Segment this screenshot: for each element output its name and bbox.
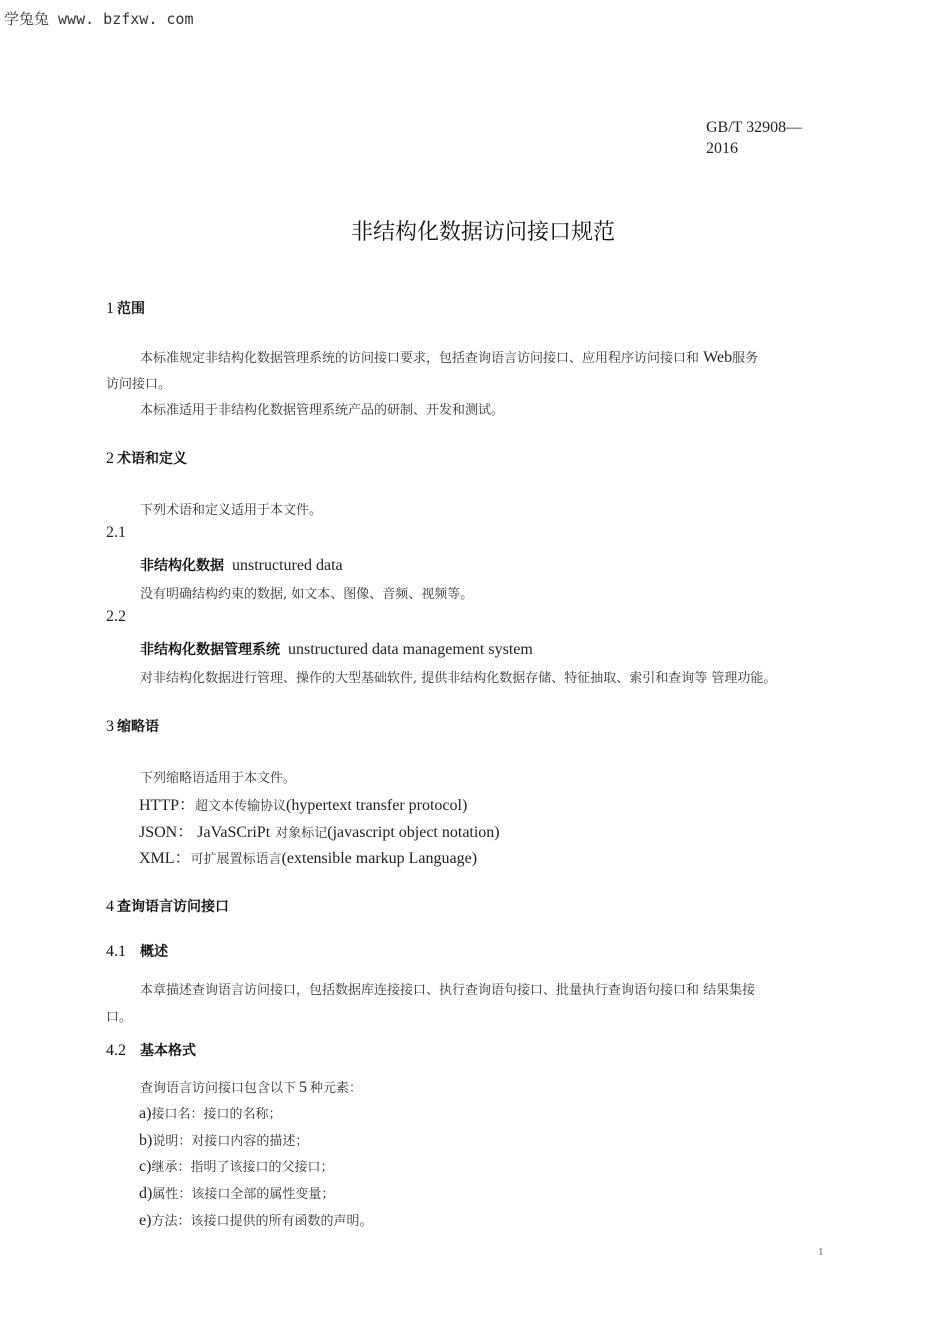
list-text: 继承：指明了该接口的父接口； [151, 1160, 334, 1175]
section-number: 1 [106, 300, 114, 317]
abbrev: JSON： JaVaSCriPt [139, 824, 271, 841]
list-text: 方法：该接口提供的所有函数的声明。 [151, 1214, 373, 1229]
section-4-1-heading [106, 941, 168, 961]
term-cn: 非结构化数据管理系统 [140, 642, 280, 658]
term-entry [140, 555, 343, 575]
list-text: 属性：该接口全部的属性变量； [152, 1187, 335, 1202]
section-title: 基本格式 [140, 1043, 196, 1059]
section-2-heading [106, 448, 187, 468]
scope-paragraph-2: 本标准适用于非结构化数据管理系统产品的研制、开发和测试。 [140, 403, 505, 418]
list-item [139, 1156, 333, 1176]
term-en: unstructured data [232, 557, 343, 574]
term-entry [140, 639, 533, 659]
list-text: 说明：对接口内容的描述； [152, 1134, 309, 1149]
section-number: 3 [106, 718, 114, 735]
abbrev-en: (hypertext transfer protocol) [286, 797, 468, 814]
standard-number: GB/T 32908—2016 [706, 119, 803, 157]
section-3-heading [106, 716, 159, 736]
list-letter: a) [139, 1105, 152, 1122]
abbrev-item [139, 845, 477, 868]
section-number: 4.1 [106, 943, 126, 960]
list-item [139, 1183, 334, 1203]
section-title: 概述 [140, 944, 168, 960]
abbrev: XML： [139, 850, 191, 867]
term-definition: 没有明确结构约束的数据, 如文本、图像、音频、视频等。 [140, 587, 474, 602]
watermark: 学兔兔 www. bzfxw. com [4, 10, 194, 28]
section-4-heading [106, 896, 229, 916]
scope-paragraph-1 [140, 347, 758, 367]
section-title: 术语和定义 [117, 451, 187, 467]
list-letter: b) [139, 1132, 153, 1149]
overview-paragraph-cont: 口。 [106, 1010, 133, 1025]
term-en: unstructured data management system [288, 641, 533, 658]
term-definition: 对非结构化数据进行管理、操作的大型基础软件, 提供非结构化数据存储、特征抽取、索引和查询等 管理功能。 [140, 671, 777, 686]
list-letter: e) [139, 1212, 152, 1229]
text: 种元素： [310, 1081, 363, 1096]
section-number: 2 [106, 450, 114, 467]
overview-paragraph: 本章描述查询语言访问接口，包括数据库连接接口、执行查询语句接口、批量执行查询语句接口和 结果集接 [140, 983, 756, 998]
abbrev-cn: 超文本传输协议 [195, 799, 287, 814]
text: 服务 [732, 351, 759, 366]
abbrev-en: (javascript object notation) [327, 824, 500, 841]
abbrev-cn: 可扩展置标语言 [190, 852, 282, 867]
text-en: Web [703, 349, 733, 366]
list-letter: d) [139, 1185, 153, 1202]
section-number: 4.2 [106, 1042, 126, 1059]
abbrev: HTTP： [139, 797, 196, 814]
abbrev-intro: 下列缩略语适用于本文件。 [140, 771, 297, 786]
abbrev-item [139, 819, 500, 842]
abbrev-en: (extensible markup Language) [281, 850, 478, 867]
abbrev-item [139, 792, 467, 815]
section-1-heading [106, 298, 145, 318]
list-letter: c) [139, 1158, 152, 1175]
document-title: 非结构化数据访问接口规范 [350, 220, 615, 245]
abbrev-cn: 对象标记 [275, 826, 328, 841]
section-title: 查询语言访问接口 [117, 899, 229, 915]
list-text: 接口名：接口的名称； [151, 1107, 282, 1122]
clause-number: 2.2 [106, 608, 126, 625]
count: 5 [299, 1079, 308, 1096]
term-cn: 非结构化数据 [140, 558, 224, 574]
page-number: 1 [818, 1246, 824, 1258]
list-item [139, 1210, 372, 1230]
section-4-2-heading [106, 1040, 196, 1060]
terms-intro: 下列术语和定义适用于本文件。 [140, 503, 323, 518]
list-item [139, 1130, 308, 1150]
scope-paragraph-1-cont: 访问接口。 [106, 377, 172, 392]
section-title: 范围 [117, 301, 145, 317]
text: 本标准规定非结构化数据管理系统的访问接口要求，包括查询语言访问接口、应用程序访问接口和 [140, 351, 700, 366]
section-title: 缩略语 [117, 719, 159, 735]
clause-number: 2.1 [106, 524, 126, 541]
list-item [139, 1103, 281, 1123]
section-number: 4 [106, 898, 114, 915]
text: 查询语言访问接口包含以下 [140, 1081, 297, 1096]
format-intro [140, 1077, 362, 1097]
